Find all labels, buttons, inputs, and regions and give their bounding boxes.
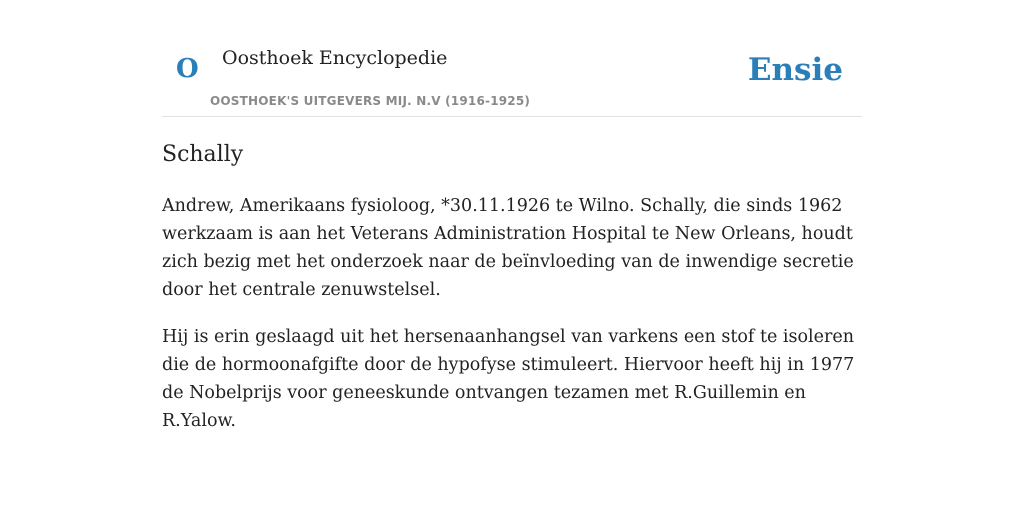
oosthoek-logo[interactable]: O [176, 54, 199, 84]
publisher-label: OOSTHOEK'S UITGEVERS MIJ. N.V (1916-1925) [210, 94, 531, 108]
article-paragraph: Hij is erin geslaagd uit het hersenaanhangsel van varkens een stof te isoleren die de hormoonafgifte door de hypofyse stimuleert. Hiervoor heeft hij in 1977 de Nobelprijs voor geneeskunde ontvangen tezamen met R.Guillemin en R.Yalow. [162, 327, 855, 431]
site-name-link[interactable]: Oosthoek Encyclopedie [222, 47, 448, 69]
site-header [162, 0, 862, 117]
article-body [162, 192, 862, 454]
article-paragraph: Andrew, Amerikaans fysioloog, *30.11.1926 te Wilno. Schally, die sinds 1962 werkzaam is aan het Veterans Administration Hospital te New Orleans, houdt zich bezig met het onderzoek naar de beïnvloeding van de inwendige secretie door het centrale zenuwstelsel. [162, 196, 854, 300]
ensie-brand-link[interactable]: Ensie [747, 52, 843, 88]
article-title: Schally [162, 142, 244, 167]
